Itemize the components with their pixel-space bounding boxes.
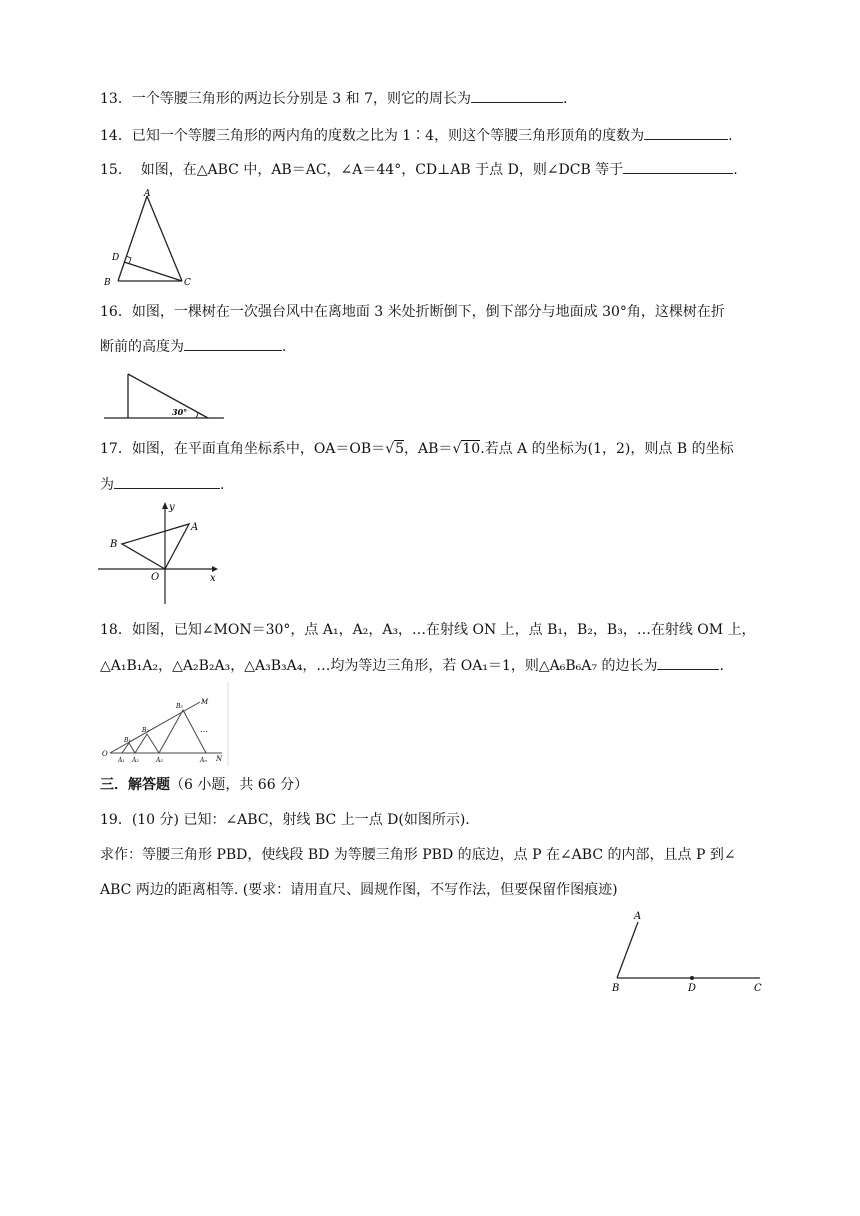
q17-text-1b: ，AB＝	[404, 441, 453, 457]
triangle-oab	[122, 524, 189, 569]
question-18-line-1	[100, 620, 756, 640]
label-b: B	[110, 539, 118, 550]
q17-text-1a: 如图，在平面直角坐标系中，OA＝OB＝	[131, 441, 386, 457]
section-3-heading	[100, 775, 308, 795]
angle-label: 30°	[172, 407, 188, 417]
q18-number: 18．	[100, 622, 132, 638]
label-a: A	[144, 189, 151, 199]
q17-sqrt-10: 10	[462, 441, 481, 457]
ellipsis: …	[200, 725, 208, 734]
q16-text-1: 如图，一棵树在一次强台风中在离地面 3 米处折断倒下，倒下部分与地面成 30°角，这棵树在折	[131, 304, 725, 320]
label-b: B	[612, 983, 620, 994]
q19-text-2: 求作：等腰三角形 PBD，使线段 BD 为等腰三角形 PBD 的底边，点 P 在∠ABC 的内部，且点 P 到∠	[100, 847, 736, 863]
label-a1: A₁	[118, 757, 125, 764]
label-a3: A₃	[156, 757, 163, 764]
segment-cd	[124, 262, 182, 281]
question-19-line-3	[100, 880, 618, 900]
label-x: x	[210, 573, 216, 584]
q15-number: 15．	[100, 162, 132, 178]
q17-text-1c: .若点 A 的坐标为(1，2)，则点 B 的坐标	[480, 441, 734, 457]
q18-text-1: 如图，已知∠MON＝30°，点 A₁，A₂，A₃，…在射线 ON 上，点 B₁，B₂，B₃，…在射线 OM 上，	[131, 622, 756, 638]
question-13	[100, 88, 567, 109]
question-17-line-2	[100, 474, 224, 495]
label-b1: B₁	[124, 737, 131, 744]
q14-number: 14．	[100, 128, 132, 144]
question-19-line-2	[100, 845, 736, 865]
q17-coordinate-figure	[96, 496, 226, 606]
q15-answer-blank[interactable]	[623, 159, 733, 174]
label-b: B	[104, 278, 111, 288]
ray-ba	[617, 922, 638, 978]
q18-answer-blank[interactable]	[657, 655, 719, 670]
q19-text-3: ABC 两边的距离相等. (要求：请用直尺、圆规作图，不写作法，但要保留作图痕迹)	[100, 882, 618, 898]
label-a2: A₂	[132, 757, 139, 764]
q14-answer-blank[interactable]	[644, 125, 728, 140]
q16-tree-figure	[100, 366, 230, 422]
q16-text-2: 断前的高度为	[100, 339, 184, 355]
q16-end: .	[282, 339, 287, 355]
q18-text-2: △A₁B₁A₂，△A₂B₂A₃，△A₃B₃A₄，…均为等边三角形，若 OA₁＝1，则△A₆B₆A₇ 的边长为	[100, 658, 658, 674]
question-16-line-1	[100, 302, 725, 322]
question-16-line-2	[100, 336, 286, 357]
q13-answer-blank[interactable]	[471, 88, 563, 103]
label-d: D	[688, 983, 697, 994]
q15-text: 如图，在△ABC 中，AB＝AC，∠A＝44°，CD⊥AB 于点 D，则∠DCB 等于	[140, 162, 624, 178]
label-a: A	[191, 522, 199, 533]
x-axis-arrow	[212, 566, 218, 572]
q18-end: .	[719, 658, 724, 674]
q16-number: 16．	[100, 304, 132, 320]
q13-end: .	[563, 91, 568, 107]
angle-arc	[196, 412, 198, 418]
question-18-line-2	[100, 655, 724, 676]
triangle-1	[122, 743, 135, 753]
label-y: y	[169, 502, 175, 513]
label-c: C	[754, 983, 762, 994]
q15-end: .	[733, 162, 738, 178]
section-3-note: （6 小题，共 66 分）	[170, 777, 309, 793]
q17-answer-blank[interactable]	[114, 474, 220, 489]
q14-end: .	[728, 128, 733, 144]
q17-text-2: 为	[100, 477, 114, 493]
broken-part	[128, 374, 208, 418]
label-an: Aₙ	[200, 757, 207, 764]
label-d: D	[112, 253, 120, 263]
y-axis-arrow	[162, 502, 168, 509]
section-3-title: 三．解答题	[100, 777, 170, 793]
question-19-line-1	[100, 810, 470, 830]
q17-sqrt-5: 5	[395, 441, 405, 457]
segment-ac	[147, 196, 182, 281]
q18-equilateral-triangles-figure	[100, 682, 236, 766]
question-17-line-1: 17．如图，在平面直角坐标系中，OA＝OB＝√5，AB＝√10.若点 A 的坐标为(1，2)，则点 B 的坐标	[100, 441, 734, 457]
label-a: A	[634, 911, 642, 922]
label-m: M	[201, 698, 209, 706]
triangle-3	[159, 710, 206, 753]
label-n: N	[216, 755, 223, 763]
q13-number: 13．	[100, 91, 132, 107]
question-15	[100, 159, 738, 180]
question-14	[100, 125, 733, 146]
q19-angle-figure	[608, 904, 768, 994]
label-o: O	[151, 572, 160, 583]
q17-number: 17．	[100, 441, 132, 457]
q14-text: 已知一个等腰三角形的两内角的度数之比为 1∶4，则这个等腰三角形顶角的度数为	[131, 128, 645, 144]
q13-text: 一个等腰三角形的两边长分别是 3 和 7，则它的周长为	[131, 91, 471, 107]
label-b3: B₃	[176, 703, 183, 710]
label-c: C	[184, 278, 191, 288]
q17-end: .	[220, 477, 225, 493]
point-d	[690, 976, 694, 980]
q19-text-1: 19．(10 分) 已知：∠ABC，射线 BC 上一点 D(如图所示).	[100, 812, 470, 828]
label-o: O	[102, 750, 108, 758]
ray-om	[110, 702, 200, 753]
q15-triangle-figure	[100, 186, 200, 290]
label-b2: B₂	[142, 727, 149, 734]
q16-answer-blank[interactable]	[184, 336, 282, 351]
